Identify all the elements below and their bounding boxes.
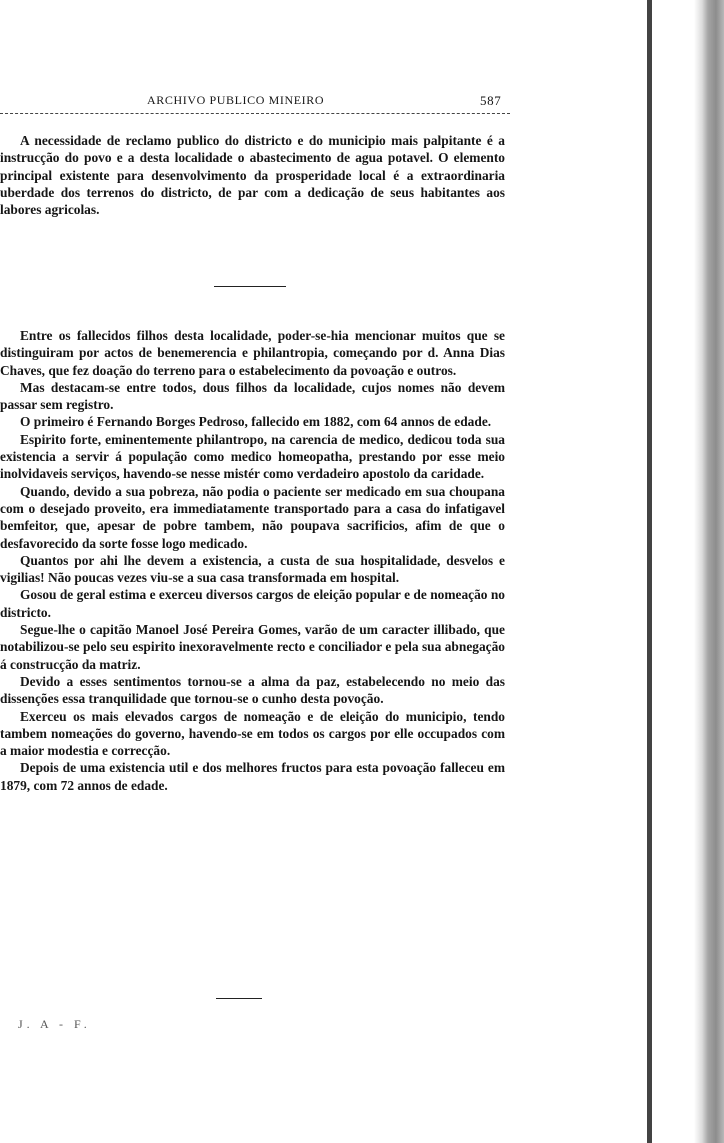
paragraph: Quando, devido a sua pobreza, não podia o paciente ser medicado em sua choupana com o desejado proveito, era immediatamente transportado para a casa do infatigavel bemfeitor, que, apesar de pobre tambem, não poupava sacrificios, afim de que o desfavorecido da sorte fosse logo medicado. (0, 483, 505, 551)
author-signature: J. A - F. (18, 1017, 91, 1031)
book-spine-edge (642, 0, 724, 1143)
paragraph: Segue-lhe o capitão Manoel José Pereira Gomes, varão de um caracter illibado, que notabilizou-se pelo seu espirito inexoravelmente recto e conciliador e pela sua abnegação á construcção da matriz. (0, 622, 505, 672)
paragraph: Mas destacam-se entre todos, dous filhos da localidade, cujos nomes não devem passar sem registro. (0, 379, 505, 413)
paragraph: Devido a esses sentimentos tornou-se a alma da paz, estabelecendo no meio das dissenções essa tranquilidade que tornou-se o cunho desta povoção. (0, 673, 505, 707)
end-divider (216, 998, 262, 999)
paragraph: O primeiro é Fernando Borges Pedroso, fallecido em 1882, com 64 annos de edade. (20, 414, 492, 430)
section-water-supply (0, 132, 505, 218)
paragraph: Quantos por ahi lhe devem a existencia, a custa de sua hospitalidade, desvelos e vigilias! Não poucas vezes viu-se a sua casa transformada em hospital. (0, 552, 505, 586)
paragraph: A necessidade de reclamo publico do districto e do municipio mais palpitante é a instrucção do povo e a desta localidade o abastecimento de agua potavel. O elemento principal existente para desenvolvimento da prosperidade local é a extraordinaria uberdade dos terrenos do districto, de par com a dedicação de seus habitantes aos labores agricolas. (0, 133, 505, 218)
paragraph: Espirito forte, eminentemente philantropo, na carencia de medico, dedicou toda sua existencia a servir á população como medico homeopatha, prestando por esse meio inolvidaveis serviços, havendo-se nesse mistér como verdadeiro apostolo da caridade. (0, 431, 505, 482)
paragraph: Exerceu os mais elevados cargos de nomeação e de eleição do municipio, tendo tambem nomeações do governo, havendo-se em todos os cargos por elle occupados com a maior modestia e correcção. (0, 708, 505, 759)
paragraph: Depois de uma existencia util e dos melhores fructos para esta povoação falleceu em 1879, com 72 annos de edade. (0, 760, 505, 793)
running-header (0, 93, 510, 113)
page-number: 587 (480, 93, 502, 108)
header-title: ARCHIVO PUBLICO MINEIRO (147, 93, 325, 107)
paragraph: Entre os fallecidos filhos desta localidade, poder-se-hia mencionar muitos que se distinguiram por actos de benemerencia e philantropia, começando por d. Anna Dias Chaves, que fez doação do terreno para o estabelecimento da povoação e outros. (0, 328, 505, 378)
paragraph: Gosou de geral estima e exerceu diversos cargos de eleição popular e de nomeação no districto. (0, 587, 505, 620)
section-notable-residents (0, 327, 505, 794)
section-divider (214, 286, 286, 287)
spine-shadow (647, 0, 652, 1143)
header-rule (0, 113, 510, 114)
